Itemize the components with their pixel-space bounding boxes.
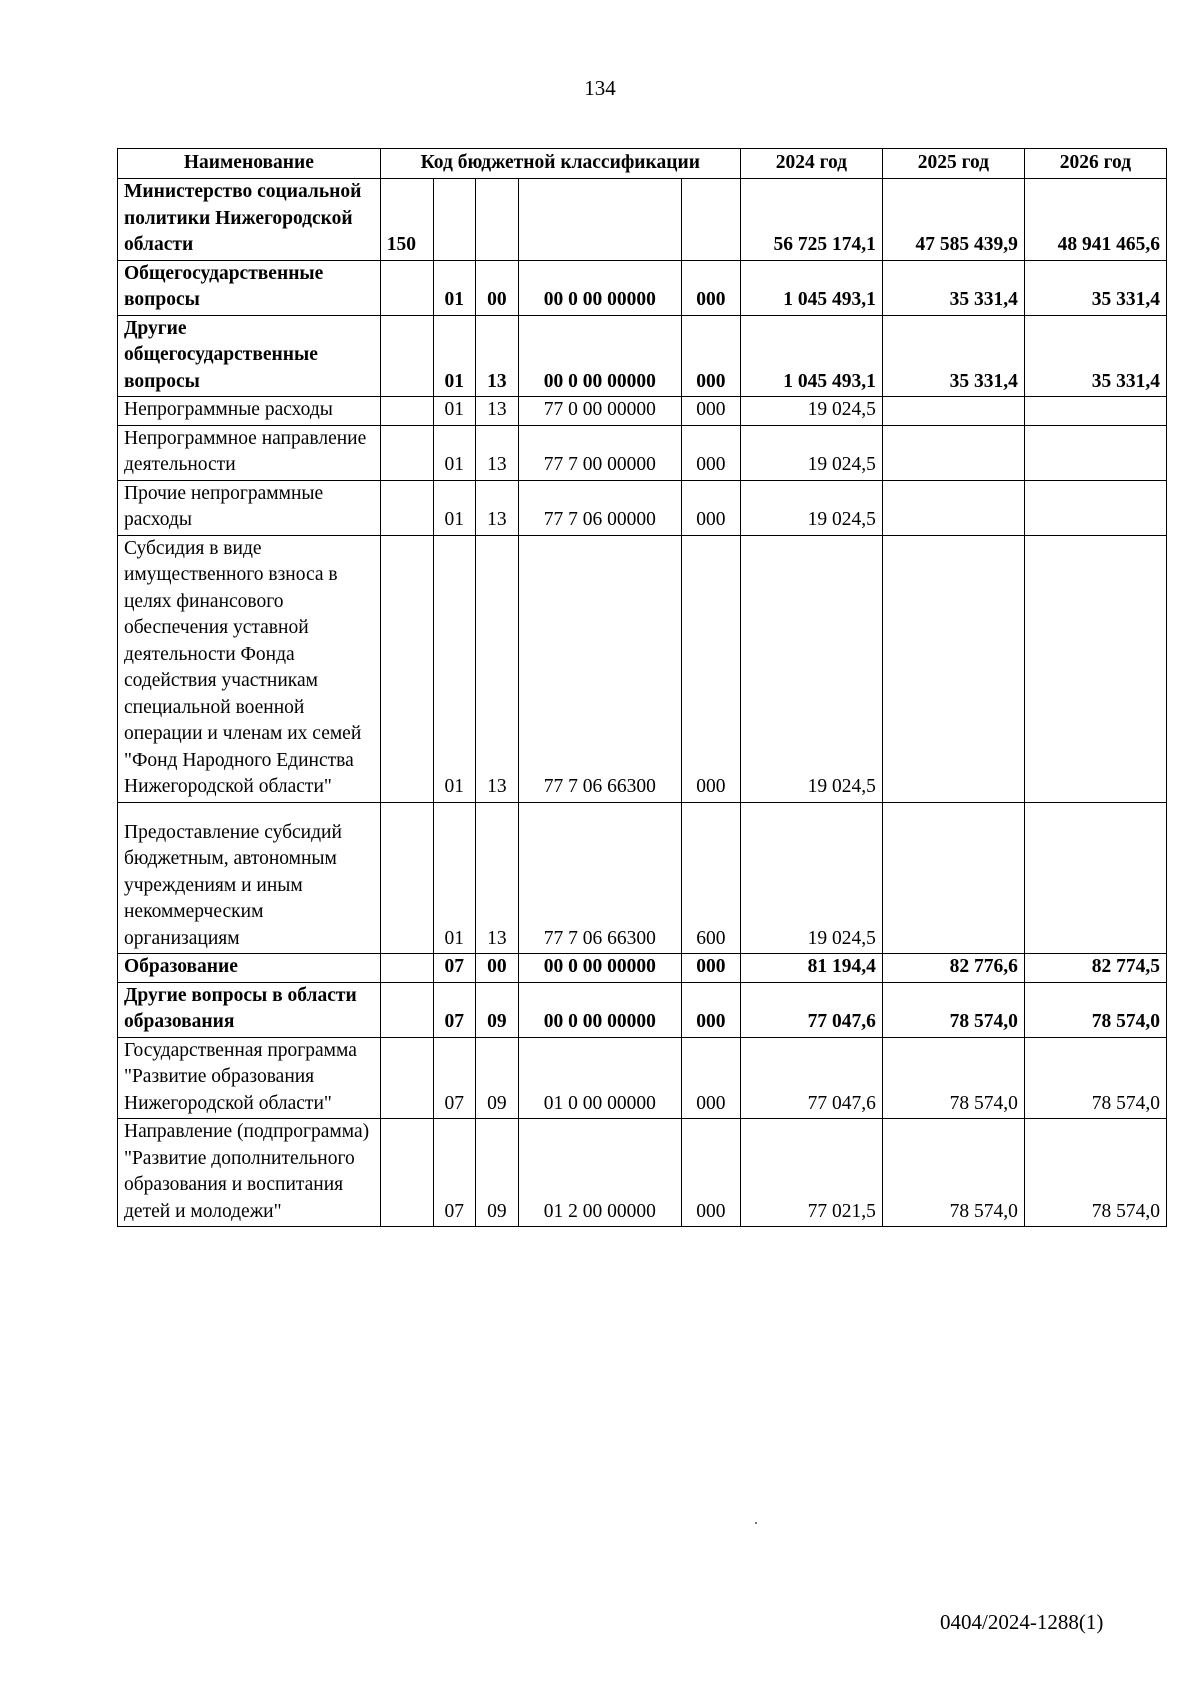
cell-pr: 13 xyxy=(476,315,519,397)
cell-2026 xyxy=(1024,802,1166,954)
row-name: Прочие непрограммные расходы xyxy=(118,480,381,535)
cell-csr: 77 7 06 00000 xyxy=(518,480,681,535)
header-2024: 2024 год xyxy=(740,149,882,179)
row-name: Непрограммное направление деятельности xyxy=(118,425,381,480)
cell-2026: 82 774,5 xyxy=(1024,954,1166,983)
cell-rz xyxy=(433,179,476,261)
cell-2024: 19 024,5 xyxy=(740,397,882,426)
cell-ved xyxy=(380,425,433,480)
cell-2024: 19 024,5 xyxy=(740,802,882,954)
row-name: Министерство социальной политики Нижегородской области xyxy=(118,179,381,261)
cell-vr: 000 xyxy=(682,480,741,535)
cell-2026: 78 574,0 xyxy=(1024,982,1166,1037)
cell-pr: 13 xyxy=(476,480,519,535)
cell-2025: 35 331,4 xyxy=(882,260,1024,315)
cell-csr: 01 0 00 00000 xyxy=(518,1037,681,1119)
cell-pr: 00 xyxy=(476,260,519,315)
cell-2025: 78 574,0 xyxy=(882,1119,1024,1227)
cell-pr: 09 xyxy=(476,1037,519,1119)
cell-2026: 48 941 465,6 xyxy=(1024,179,1166,261)
cell-rz: 01 xyxy=(433,397,476,426)
cell-rz: 07 xyxy=(433,954,476,983)
cell-2025: 47 585 439,9 xyxy=(882,179,1024,261)
cell-pr xyxy=(476,179,519,261)
cell-csr: 00 0 00 00000 xyxy=(518,260,681,315)
cell-vr: 000 xyxy=(682,397,741,426)
document-code: 0404/2024-1288(1) xyxy=(940,1610,1104,1634)
table-row xyxy=(118,982,1167,1037)
header-2026: 2026 год xyxy=(1024,149,1166,179)
cell-vr: 000 xyxy=(682,260,741,315)
row-name: Субсидия в виде имущественного взноса в целях финансового обеспечения уставной деятельности Фонда содействия участникам специальной военной операции и членам их семей "Фонд Народного Единства Нижегородской области" xyxy=(118,535,381,802)
table-row xyxy=(118,1037,1167,1119)
cell-vr: 000 xyxy=(682,982,741,1037)
cell-pr: 00 xyxy=(476,954,519,983)
table-row xyxy=(118,802,1167,954)
cell-vr: 000 xyxy=(682,425,741,480)
cell-2024: 77 021,5 xyxy=(740,1119,882,1227)
cell-ved xyxy=(380,315,433,397)
cell-vr: 000 xyxy=(682,954,741,983)
cell-ved xyxy=(380,982,433,1037)
cell-2026: 78 574,0 xyxy=(1024,1037,1166,1119)
row-name: Другие вопросы в области образования xyxy=(118,982,381,1037)
cell-csr: 77 0 00 00000 xyxy=(518,397,681,426)
cell-2024: 19 024,5 xyxy=(740,535,882,802)
row-name: Другие общегосударственные вопросы xyxy=(118,315,381,397)
cell-2024: 1 045 493,1 xyxy=(740,260,882,315)
row-name: Непрограммные расходы xyxy=(118,397,381,426)
cell-vr: 000 xyxy=(682,1119,741,1227)
cell-ved xyxy=(380,1119,433,1227)
cell-2026 xyxy=(1024,425,1166,480)
cell-rz: 07 xyxy=(433,1119,476,1227)
cell-pr: 09 xyxy=(476,1119,519,1227)
row-name: Предоставление субсидий бюджетным, автономным учреждениям и иным некоммерческим организациям xyxy=(118,802,381,954)
table-row xyxy=(118,179,1167,261)
row-name: Общегосударственные вопросы xyxy=(118,260,381,315)
cell-2025: 82 776,6 xyxy=(882,954,1024,983)
cell-csr: 01 2 00 00000 xyxy=(518,1119,681,1227)
cell-vr xyxy=(682,179,741,261)
cell-csr xyxy=(518,179,681,261)
cell-2024: 19 024,5 xyxy=(740,425,882,480)
cell-rz: 07 xyxy=(433,982,476,1037)
table-row xyxy=(118,260,1167,315)
cell-ved xyxy=(380,397,433,426)
cell-2026 xyxy=(1024,397,1166,426)
cell-ved xyxy=(380,954,433,983)
cell-ved: 150 xyxy=(380,179,433,261)
cell-2026 xyxy=(1024,535,1166,802)
budget-table xyxy=(117,148,1167,1227)
cell-2026: 35 331,4 xyxy=(1024,260,1166,315)
table-row xyxy=(118,397,1167,426)
cell-2024: 19 024,5 xyxy=(740,480,882,535)
cell-vr: 000 xyxy=(682,535,741,802)
header-name: Наименование xyxy=(118,149,381,179)
cell-2025 xyxy=(882,425,1024,480)
cell-rz: 01 xyxy=(433,480,476,535)
cell-vr: 000 xyxy=(682,315,741,397)
cell-vr: 000 xyxy=(682,1037,741,1119)
cell-rz: 01 xyxy=(433,535,476,802)
cell-2025: 78 574,0 xyxy=(882,982,1024,1037)
cell-2025: 78 574,0 xyxy=(882,1037,1024,1119)
cell-csr: 77 7 06 66300 xyxy=(518,802,681,954)
cell-rz: 01 xyxy=(433,802,476,954)
cell-ved xyxy=(380,535,433,802)
table-header-row xyxy=(118,149,1167,179)
cell-2026: 35 331,4 xyxy=(1024,315,1166,397)
cell-pr: 13 xyxy=(476,397,519,426)
cell-2025 xyxy=(882,802,1024,954)
cell-pr: 09 xyxy=(476,982,519,1037)
table-row xyxy=(118,480,1167,535)
cell-csr: 00 0 00 00000 xyxy=(518,954,681,983)
cell-2025 xyxy=(882,480,1024,535)
scan-speck xyxy=(755,1522,757,1524)
cell-2026 xyxy=(1024,480,1166,535)
cell-ved xyxy=(380,1037,433,1119)
cell-2025 xyxy=(882,397,1024,426)
cell-2025: 35 331,4 xyxy=(882,315,1024,397)
cell-csr: 00 0 00 00000 xyxy=(518,315,681,397)
table-row xyxy=(118,535,1167,802)
cell-2024: 1 045 493,1 xyxy=(740,315,882,397)
cell-rz: 01 xyxy=(433,260,476,315)
cell-csr: 00 0 00 00000 xyxy=(518,982,681,1037)
cell-pr: 13 xyxy=(476,535,519,802)
table-body xyxy=(118,179,1167,1227)
header-2025: 2025 год xyxy=(882,149,1024,179)
cell-rz: 01 xyxy=(433,315,476,397)
row-name: Направление (подпрограмма) "Развитие дополнительного образования и воспитания детей и молодежи" xyxy=(118,1119,381,1227)
cell-pr: 13 xyxy=(476,802,519,954)
cell-2025 xyxy=(882,535,1024,802)
cell-rz: 01 xyxy=(433,425,476,480)
row-name: Образование xyxy=(118,954,381,983)
cell-ved xyxy=(380,480,433,535)
cell-2024: 81 194,4 xyxy=(740,954,882,983)
cell-vr: 600 xyxy=(682,802,741,954)
cell-2026: 78 574,0 xyxy=(1024,1119,1166,1227)
table-row xyxy=(118,425,1167,480)
cell-ved xyxy=(380,260,433,315)
cell-csr: 77 7 00 00000 xyxy=(518,425,681,480)
cell-rz: 07 xyxy=(433,1037,476,1119)
cell-2024: 56 725 174,1 xyxy=(740,179,882,261)
cell-csr: 77 7 06 66300 xyxy=(518,535,681,802)
cell-2024: 77 047,6 xyxy=(740,1037,882,1119)
cell-2024: 77 047,6 xyxy=(740,982,882,1037)
row-name: Государственная программа "Развитие образования Нижегородской области" xyxy=(118,1037,381,1119)
page-number: 134 xyxy=(584,76,616,100)
table-row xyxy=(118,1119,1167,1227)
header-code: Код бюджетной классификации xyxy=(380,149,740,179)
table-row xyxy=(118,315,1167,397)
cell-pr: 13 xyxy=(476,425,519,480)
cell-ved xyxy=(380,802,433,954)
table-row xyxy=(118,954,1167,983)
